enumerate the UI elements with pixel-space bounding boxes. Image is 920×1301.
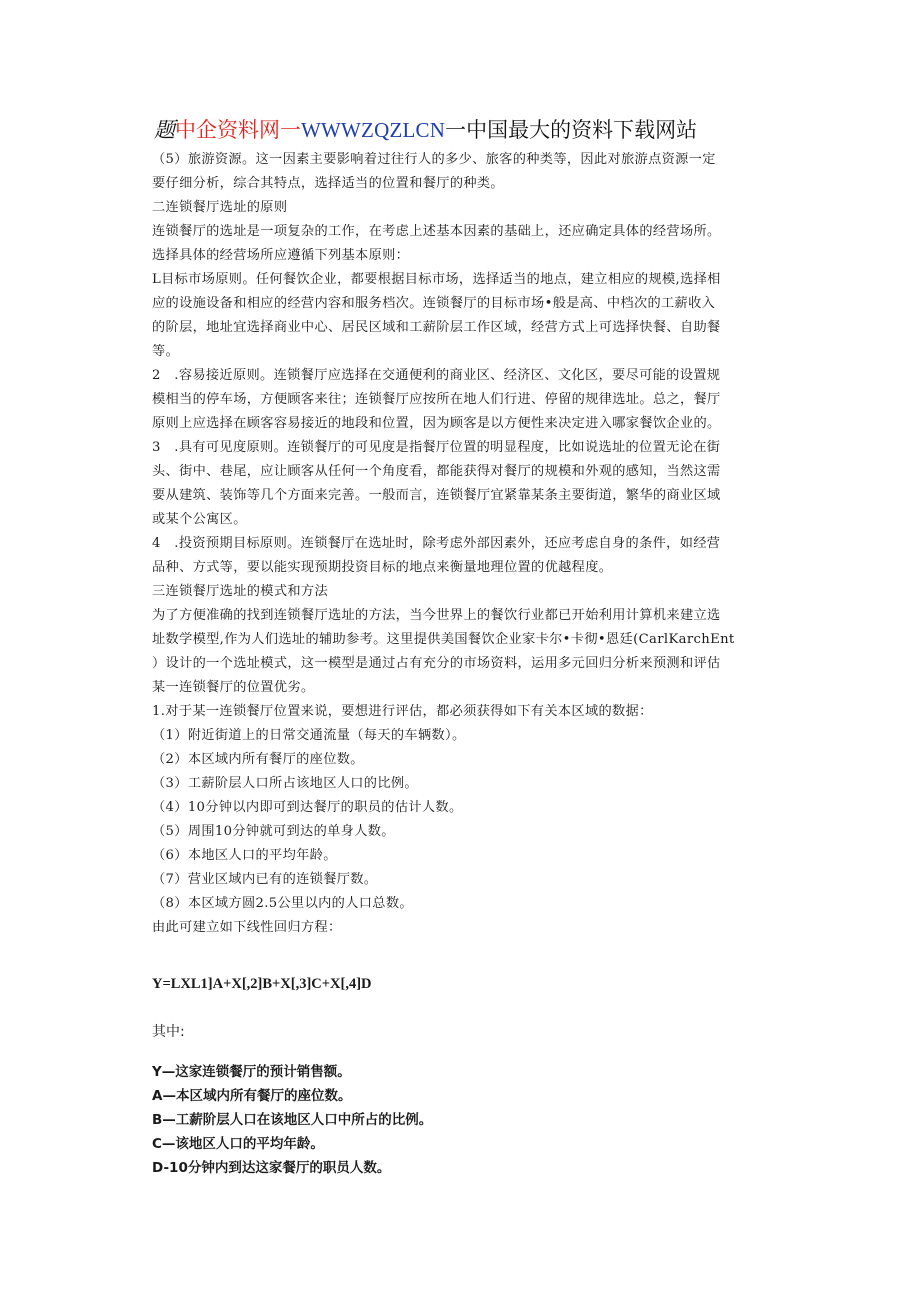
text-line: ）设计的一个选址模式，这一模型是通过占有充分的市场资料，运用多元回归分析来预测和评估 [152, 656, 721, 671]
variable-definition: C—该地区人口的平均年龄。 [152, 1136, 324, 1152]
text-line: 头、街中、巷尾，应让顾客从任何一个角度看，都能获得对餐厅的规模和外观的感知，当然这需 [152, 464, 721, 479]
text-line: （4）10分钟以内即可到达餐厅的职员的估计人数。 [152, 800, 463, 815]
text-line: 要从建筑、装饰等几个方面来完善。一般而言，连锁餐厅宜紧靠某条主要街道，繁华的商业区域 [152, 488, 721, 503]
text-line: 2 .容易接近原则。连锁餐厅应选择在交通便利的商业区、经济区、文化区，要尽可能的设置规 [152, 368, 721, 383]
variable-definition: Y—这家连锁餐厅的预计销售额。 [152, 1064, 351, 1080]
where-label: 其中: [152, 1024, 185, 1040]
header-url: WWWZQZLCN [301, 118, 446, 142]
text-line: （1）附近街道上的日常交通流量（每天的车辆数）。 [152, 728, 466, 743]
text-line: （5）旅游资源。这一因素主要影响着过往行人的多少、旅客的种类等，因此对旅游点资源一定 [152, 152, 716, 167]
text-line: 为了方便准确的找到连锁餐厅选址的方法，当今世界上的餐饮行业都已开始利用计算机来建立选 [152, 608, 721, 623]
text-line: 连锁餐厅的选址是一项复杂的工作，在考虑上述基本因素的基础上，还应确定具体的经营场所。 [152, 224, 721, 239]
text-line: 由此可建立如下线性回归方程： [152, 920, 342, 935]
document-body [152, 148, 778, 940]
text-line: 品种、方式等，要以能实现预期投资目标的地点来衡量地理位置的优越程度。 [152, 560, 613, 575]
variable-definition: A—本区域内所有餐厅的座位数。 [152, 1088, 352, 1104]
text-line: 某一连锁餐厅的位置优劣。 [152, 680, 315, 695]
text-line: 选择具体的经营场所应遵循下列基本原则： [152, 248, 410, 263]
text-line: 原则上应选择在顾客容易接近的地段和位置，因为顾客是以方便性来决定进入哪家餐饮企业的。 [152, 416, 721, 431]
regression-formula: Y=LXL1]A+X[,2]B+X[,3]C+X[,4]D [152, 976, 372, 992]
text-line: 址数学模型,作为人们选址的辅助参考。这里提供美国餐饮企业家卡尔•卡彻•恩廷(CarlKarchEnt [152, 632, 735, 647]
text-line: 要仔细分析，综合其特点，选择适当的位置和餐厅的种类。 [152, 176, 504, 191]
text-line: （3）工薪阶层人口所占该地区人口的比例。 [152, 776, 418, 791]
text-line: （7）营业区域内已有的连锁餐厅数。 [152, 872, 378, 887]
text-line: 三连锁餐厅选址的模式和方法 [152, 584, 328, 599]
text-line: 4 .投资预期目标原则。连锁餐厅在选址时，除考虑外部因素外，还应考虑自身的条件，如经营 [152, 536, 721, 551]
text-line: 等。 [152, 344, 180, 359]
header-tagline: 一中国最大的资料下载网站 [445, 118, 698, 142]
text-line: 1.对于某一连锁餐厅位置来说，要想进行评估，都必须获得如下有关本区域的数据： [152, 704, 653, 719]
header-site-name: 中企资料网一 [175, 118, 301, 142]
formula-block [152, 972, 778, 996]
text-line: 二连锁餐厅选址的原则 [152, 200, 288, 215]
variable-definition: B—工薪阶层人口在该地区人口中所占的比例。 [152, 1112, 433, 1128]
text-line: （8）本区域方圆2.5公里以内的人口总数。 [152, 896, 413, 911]
text-line: 的阶层，地址宜选择商业中心、居民区域和工薪阶层工作区域，经营方式上可选择快餐、自助餐 [152, 320, 721, 335]
variable-definitions [152, 1060, 778, 1180]
text-line: 应的设施设备和相应的经营内容和服务档次。连锁餐厅的目标市场•般是高、中档次的工薪收入 [152, 296, 716, 311]
text-line: L目标市场原则。任何餐饮企业，都要根据目标市场，选择适当的地点，建立相应的规模,选择相 [152, 272, 721, 287]
text-line: 或某个公寓区。 [152, 512, 247, 527]
page-header [154, 114, 794, 148]
text-line: （2）本区域内所有餐厅的座位数。 [152, 752, 364, 767]
text-line: 3 .具有可见度原则。连锁餐厅的可见度是指餐厅位置的明显程度，比如说选址的位置无论在街 [152, 440, 721, 455]
header-prefix: 题 [154, 118, 175, 142]
variable-definition: D-10分钟内到达这家餐厅的职员人数。 [152, 1160, 391, 1176]
text-line: （6）本地区人口的平均年龄。 [152, 848, 337, 863]
text-line: 模相当的停车场，方便顾客来往；连锁餐厅应按所在地人们行进、停留的规律选址。总之，餐厅 [152, 392, 721, 407]
text-line: （5）周围10分钟就可到达的单身人数。 [152, 824, 395, 839]
